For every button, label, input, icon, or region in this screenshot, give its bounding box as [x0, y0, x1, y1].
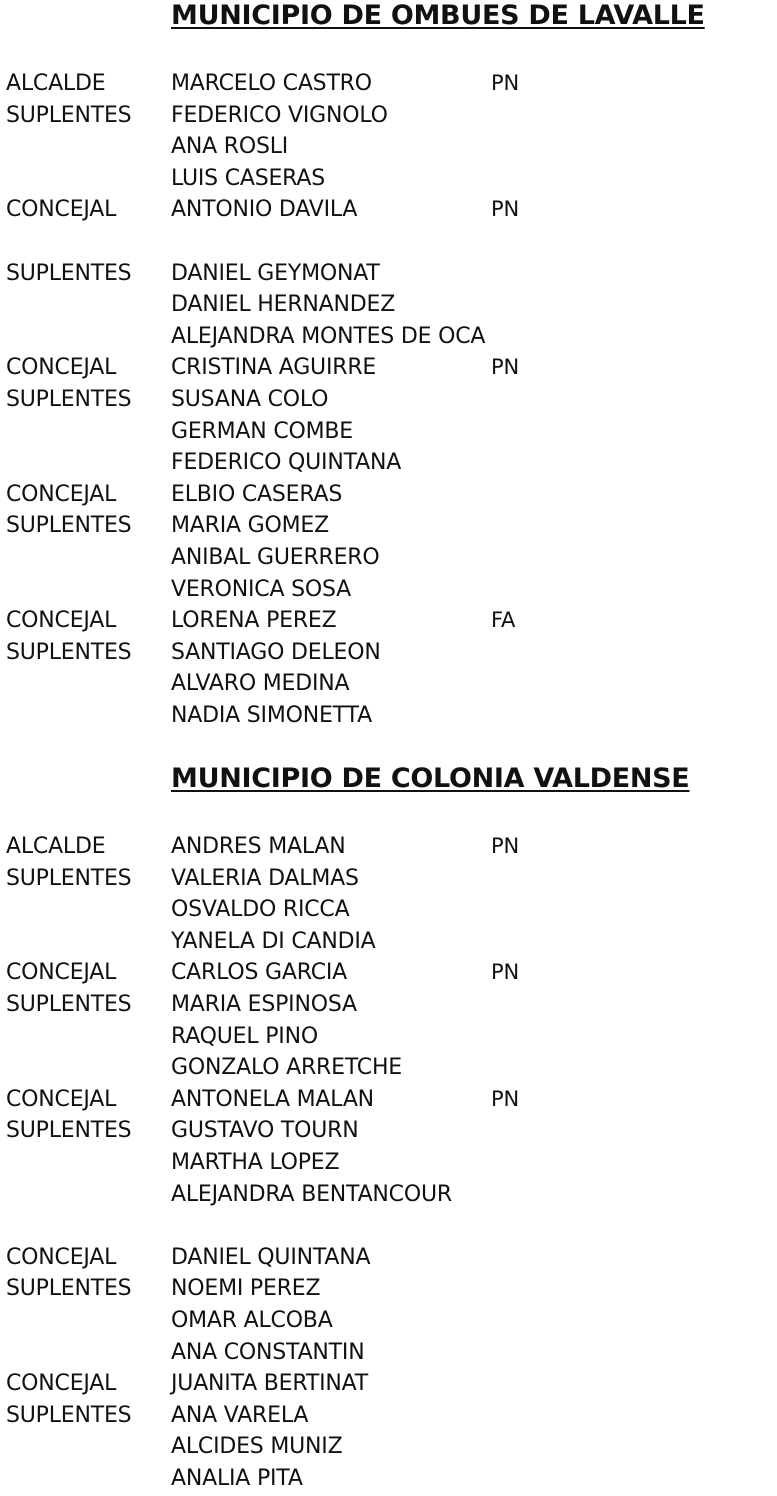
- role-label: SUPLENTES: [6, 865, 132, 891]
- person-name: LUIS CASERAS: [171, 165, 325, 191]
- table-row: [0, 894, 777, 926]
- table-row: [0, 1021, 777, 1053]
- table-row: [0, 1431, 777, 1463]
- person-name: SANTIAGO DELEON: [171, 639, 381, 665]
- table-row: [0, 700, 777, 732]
- table-row: [0, 542, 777, 574]
- table-row: [0, 1305, 777, 1337]
- table-row: [0, 1400, 777, 1432]
- table-row: [0, 100, 777, 132]
- person-name: FEDERICO VIGNOLO: [171, 102, 388, 128]
- table-row: [0, 1115, 777, 1147]
- person-name: ANALIA PITA: [171, 1466, 303, 1491]
- person-name: MARIA GOMEZ: [171, 513, 329, 539]
- role-label: SUPLENTES: [6, 1402, 132, 1428]
- table-row: [0, 258, 777, 290]
- party-label: PN: [491, 197, 519, 222]
- role-label: SUPLENTES: [6, 992, 132, 1017]
- table-row: [0, 637, 777, 669]
- table-row: [0, 1273, 777, 1305]
- role-label: SUPLENTES: [6, 1118, 132, 1144]
- party-label: PN: [491, 960, 519, 985]
- table-row: [0, 831, 777, 863]
- role-label: CONCEJAL: [6, 1086, 117, 1112]
- role-label: CONCEJAL: [6, 608, 117, 634]
- table-row: [0, 510, 777, 542]
- role-label: SUPLENTES: [6, 387, 132, 412]
- table-row: [0, 957, 777, 989]
- person-name: RAQUEL PINO: [171, 1023, 318, 1049]
- role-label: CONCEJAL: [6, 1371, 117, 1397]
- table-row: [0, 1052, 777, 1084]
- section-title: MUNICIPIO DE OMBUES DE LAVALLE: [171, 0, 705, 31]
- person-name: DANIEL HERNANDEZ: [171, 292, 396, 318]
- table-row: [0, 447, 777, 479]
- table-row: [0, 668, 777, 700]
- person-name: ALCIDES MUNIZ: [171, 1434, 343, 1460]
- role-label: ALCALDE: [6, 71, 106, 96]
- person-name: CARLOS GARCIA: [171, 960, 348, 986]
- person-name: MARIA ESPINOSA: [171, 992, 357, 1017]
- table-row: [0, 574, 777, 606]
- person-name: ANTONIO DAVILA: [171, 197, 358, 223]
- table-row: [0, 1084, 777, 1116]
- person-name: ALEJANDRA BENTANCOUR: [171, 1181, 452, 1207]
- role-label: CONCEJAL: [6, 197, 117, 223]
- person-name: ANTONELA MALAN: [171, 1086, 374, 1112]
- person-name: SUSANA COLO: [171, 387, 329, 412]
- person-name: MARTHA LOPEZ: [171, 1150, 340, 1175]
- party-label: PN: [491, 355, 519, 380]
- table-row: [0, 605, 777, 637]
- person-name: GERMAN COMBE: [171, 418, 353, 444]
- person-name: DANIEL GEYMONAT: [171, 260, 380, 286]
- person-name: FEDERICO QUINTANA: [171, 450, 402, 476]
- person-name: ANA ROSLI: [171, 134, 289, 160]
- role-label: SUPLENTES: [6, 260, 132, 286]
- table-row: [0, 194, 777, 226]
- section-title: MUNICIPIO DE COLONIA VALDENSE: [171, 763, 690, 794]
- role-label: SUPLENTES: [6, 639, 132, 665]
- party-label: PN: [491, 1086, 519, 1111]
- person-name: OMAR ALCOBA: [171, 1308, 333, 1333]
- role-label: SUPLENTES: [6, 1276, 132, 1302]
- table-row: [0, 863, 777, 895]
- party-label: FA: [491, 608, 516, 633]
- person-name: DANIEL QUINTANA: [171, 1244, 371, 1270]
- table-row: [0, 352, 777, 384]
- person-name: ALEJANDRA MONTES DE OCA: [171, 323, 486, 349]
- person-name: ANIBAL GUERRERO: [171, 545, 380, 570]
- table-row: [0, 131, 777, 163]
- person-name: JUANITA BERTINAT: [171, 1371, 369, 1397]
- party-label: PN: [491, 834, 519, 858]
- table-row: [0, 1242, 777, 1274]
- person-name: CRISTINA AGUIRRE: [171, 355, 377, 381]
- person-name: LORENA PEREZ: [171, 608, 337, 634]
- person-name: ELBIO CASERAS: [171, 481, 343, 507]
- role-label: CONCEJAL: [6, 1244, 117, 1270]
- role-label: SUPLENTES: [6, 513, 132, 539]
- table-row: [0, 1179, 777, 1211]
- person-name: ALVARO MEDINA: [171, 671, 350, 697]
- table-row: [0, 163, 777, 195]
- person-name: NADIA SIMONETTA: [171, 703, 372, 728]
- role-label: CONCEJAL: [6, 960, 117, 986]
- role-label: SUPLENTES: [6, 102, 132, 128]
- person-name: GUSTAVO TOURN: [171, 1118, 359, 1144]
- table-row: [0, 1337, 777, 1369]
- person-name: YANELA DI CANDIA: [171, 928, 376, 954]
- person-name: VERONICA SOSA: [171, 576, 352, 602]
- role-label: ALCALDE: [6, 834, 106, 859]
- table-row: [0, 68, 777, 100]
- party-label: PN: [491, 71, 519, 95]
- table-row: [0, 321, 777, 353]
- person-name: ANDRES MALAN: [171, 834, 346, 859]
- person-name: NOEMI PEREZ: [171, 1276, 321, 1302]
- table-row: [0, 289, 777, 321]
- table-row: [0, 416, 777, 448]
- table-row: [0, 1463, 777, 1495]
- table-row: [0, 479, 777, 511]
- person-name: MARCELO CASTRO: [171, 71, 372, 96]
- role-label: CONCEJAL: [6, 355, 117, 381]
- person-name: OSVALDO RICCA: [171, 897, 350, 923]
- person-name: GONZALO ARRETCHE: [171, 1055, 403, 1081]
- table-row: [0, 926, 777, 958]
- role-label: CONCEJAL: [6, 481, 117, 507]
- person-name: VALERIA DALMAS: [171, 865, 359, 891]
- table-row: [0, 1147, 777, 1179]
- table-row: [0, 1368, 777, 1400]
- person-name: ANA CONSTANTIN: [171, 1339, 365, 1365]
- table-row: [0, 989, 777, 1021]
- person-name: ANA VARELA: [171, 1402, 309, 1428]
- table-row: [0, 384, 777, 416]
